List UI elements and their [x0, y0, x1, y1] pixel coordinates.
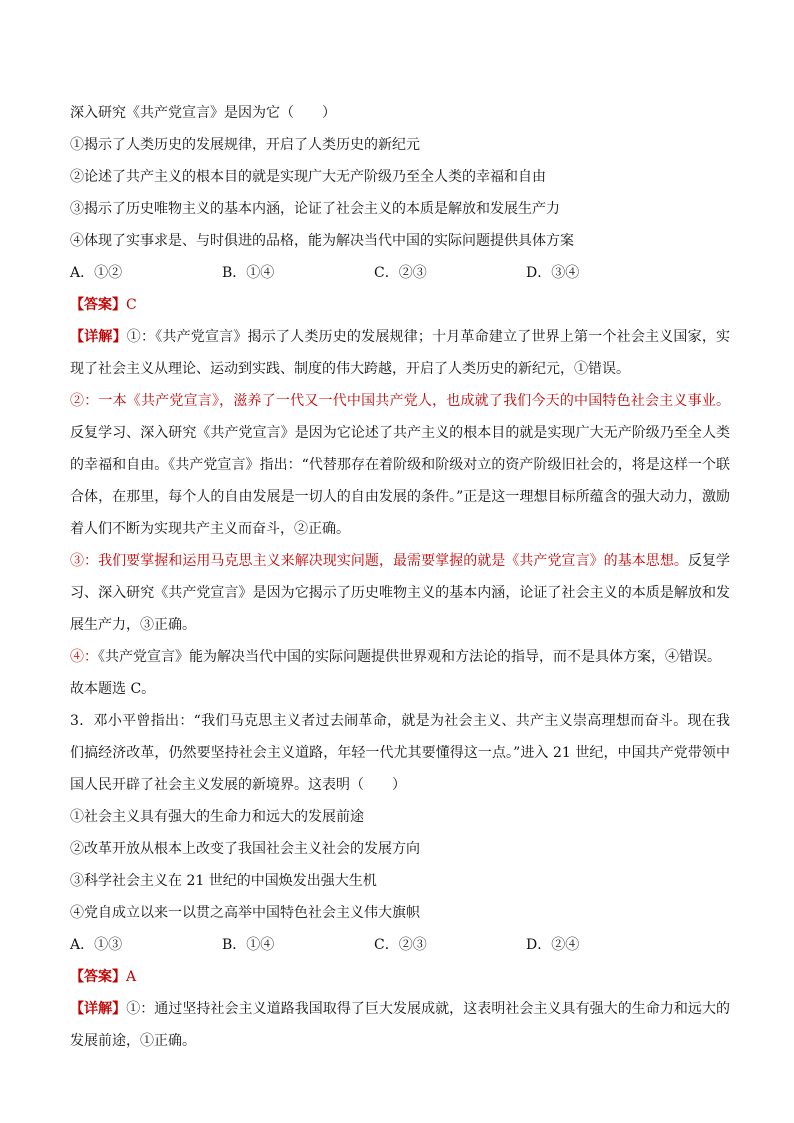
- q2-option-d: D．③④: [526, 265, 580, 281]
- q3-detail-1-text: ①：通过坚持社会主义道路我国取得了巨大发展成就，这表明社会主义具有强大的生命力和远大的发展前途，①正确。: [70, 1001, 731, 1049]
- q3-stem: 3．邓小平曾指出：“我们马克思主义者过去闹革命，就是为社会主义、共产主义崇高理想而奋斗。现在我们搞经济改革，仍然要坚持社会主义道路，年轻一代尤其要懂得这一点。”进入 21 世纪，中国共产党带领中国人民开辟了社会主义发展的新境界。这表明（ ）: [70, 713, 730, 793]
- q2-detail-3-text: 反复学习、深入研究《共产党宣言》是因为它揭示了历史唯物主义的基本内涵，论证了社会主义的本质是解放和发展生产力，③正确。: [70, 553, 731, 633]
- q2-detail-tag: 【详解】: [70, 329, 127, 345]
- q2-item-4: ④体现了实事求是、与时俱进的品格，能为解决当代中国的实际问题提供具体方案: [70, 233, 574, 249]
- q2-option-c: C．②③: [374, 265, 427, 281]
- q3-item-3: ③科学社会主义在 21 世纪的中国焕发出强大生机: [70, 873, 377, 889]
- q2-detail-4-red: ④：: [70, 649, 98, 665]
- q3-option-a: A．①③: [70, 937, 123, 953]
- q2-detail-2-red: ②：一本《共产党宣言》，滋养了一代又一代中国共产党人，也成就了我们今天的中国特色社会主义事业。: [70, 393, 730, 409]
- q2-detail-2: [70, 385, 730, 545]
- q2-detail-1-text: ①：《共产党宣言》揭示了人类历史的发展规律；十月革命建立了世界上第一个社会主义国家，实现了社会主义从理论、运动到实践、制度的伟大跨越，开启了人类历史的新纪元，①错误。: [70, 329, 731, 377]
- q3-item-2: ②改革开放从根本上改变了我国社会主义社会的发展方向: [70, 841, 420, 857]
- q3-answer-tag: 【答案】: [70, 969, 126, 985]
- q2-detail-3-red: ③：我们要掌握和运用马克思主义来解决现实问题，最需要掌握的就是《共产党宣言》的基本思想。: [70, 553, 688, 569]
- q2-conclusion: 故本题选 C。: [70, 681, 156, 697]
- q3-item-4: ④党自成立以来一以贯之高举中国特色社会主义伟大旗帜: [70, 905, 420, 921]
- q2-answer-tag: 【答案】: [70, 297, 126, 313]
- q3-detail-1: [70, 993, 730, 1057]
- q3-option-d: D．②④: [526, 937, 580, 953]
- q2-item-2: ②论述了共产主义的根本目的就是实现广大无产阶级乃至全人类的幸福和自由: [70, 169, 546, 185]
- page-content: [70, 97, 730, 1057]
- q2-stem: 深入研究《共产党宣言》是因为它（ ）: [70, 105, 336, 121]
- q2-item-1: ①揭示了人类历史的发展规律，开启了人类历史的新纪元: [70, 137, 420, 153]
- q3-answer-value: A: [126, 969, 137, 985]
- q2-option-b: B．①④: [222, 265, 275, 281]
- q3-option-b: B．①④: [222, 937, 275, 953]
- q3-option-c: C．②③: [374, 937, 427, 953]
- q2-answer: [70, 289, 730, 321]
- q2-answer-value: C: [126, 297, 137, 313]
- q2-detail-4: [70, 641, 730, 673]
- q2-item-3: ③揭示了历史唯物主义的基本内涵，论证了社会主义的本质是解放和发展生产力: [70, 201, 560, 217]
- q3-detail-tag: 【详解】: [70, 1001, 127, 1017]
- q2-detail-2-text: 反复学习、深入研究《共产党宣言》是因为它论述了共产主义的根本目的就是实现广大无产阶级乃至全人类的幸福和自由。《共产党宣言》指出：“代替那存在着阶级和阶级对立的资产阶级旧社会的，将是这样一个联合体，在那里，每个人的自由发展是一切人的自由发展的条件。”正是这一理想目标所蕴含的强大动力，激励着人们不断为实现共产主义而奋斗，②正确。: [70, 425, 730, 537]
- q2-detail-4-text: 《共产党宣言》能为解决当代中国的实际问题提供世界观和方法论的指导，而不是具体方案，④错误。: [98, 649, 721, 665]
- q2-detail-3: [70, 545, 730, 641]
- q2-detail-1: [70, 321, 730, 385]
- q3-options: [70, 929, 730, 961]
- q2-options: [70, 257, 730, 289]
- q2-option-a: A．①②: [70, 265, 123, 281]
- q3-item-1: ①社会主义具有强大的生命力和远大的发展前途: [70, 809, 364, 825]
- q3-answer: [70, 961, 730, 993]
